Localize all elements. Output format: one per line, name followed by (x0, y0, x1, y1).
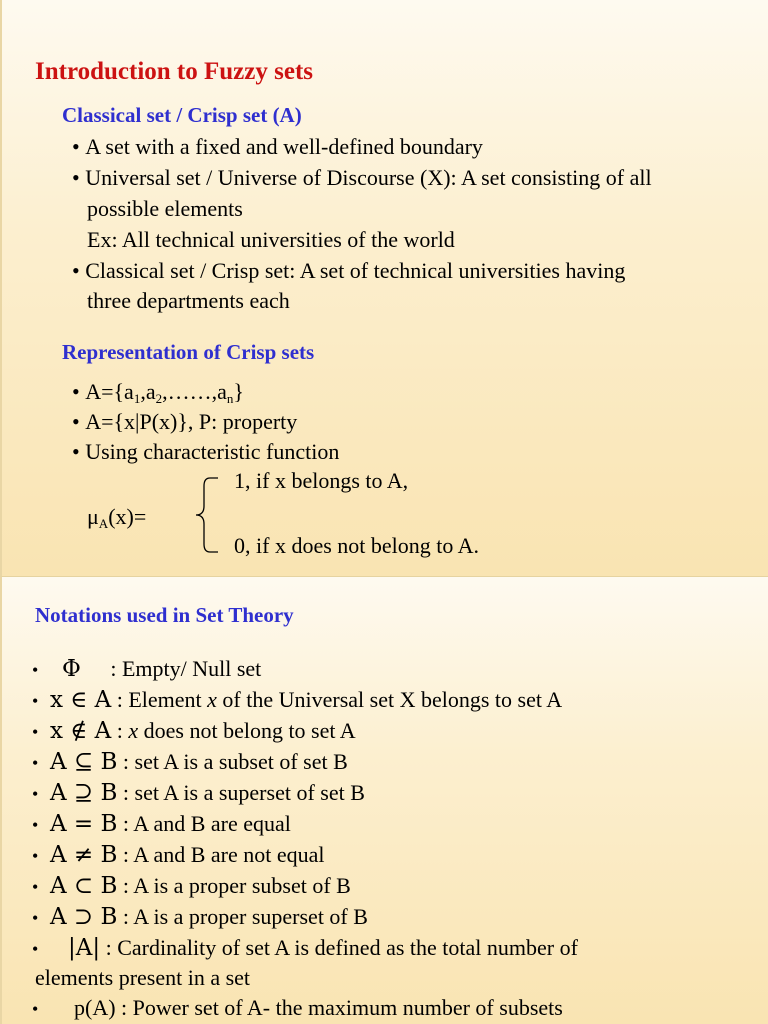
notation-text: : set A is a superset of set B (117, 780, 365, 805)
bullet-fixed-boundary: • A set with a fixed and well-defined boundary (72, 134, 483, 159)
bullet-text: A set with a fixed and well-defined boundary (85, 134, 483, 159)
variable-x: x (207, 687, 217, 712)
bullet-text: A={x|P(x)}, P: property (85, 409, 298, 434)
bullet-text-cont: possible elements (87, 196, 243, 221)
notation-symbol: p(A) (74, 995, 116, 1020)
rep-text: ,……,a (162, 379, 227, 404)
section-heading-crisp-set: Classical set / Crisp set (A) (62, 103, 302, 127)
function-arg: (x)= (108, 504, 147, 529)
rep-text: } (233, 379, 244, 404)
slide-notations (0, 576, 768, 1024)
case-belongs: 1, if x belongs to A, (234, 468, 409, 493)
bullet: • (32, 815, 39, 835)
notation-row (32, 687, 562, 713)
notation-row (32, 842, 325, 868)
left-brace-icon (188, 474, 222, 556)
cardinality-cont: elements present in a set (35, 965, 251, 990)
rep-characteristic: • Using characteristic function (72, 439, 340, 464)
bullet: • (32, 939, 39, 959)
notation-symbol: A ⊇ B (50, 780, 118, 806)
notation-symbol: x ∈ A (50, 687, 112, 713)
notation-text: : A and B are not equal (117, 842, 325, 867)
notation-symbol: x ∉ A (50, 718, 112, 744)
rep-property: • A={x|P(x)}, P: property (72, 409, 298, 434)
notation-row (32, 904, 368, 930)
notation-symbol: A = B (50, 811, 118, 837)
section-heading-notations: Notations used in Set Theory (35, 603, 294, 627)
notation-symbol: |A| (68, 935, 101, 961)
bullet: • (32, 999, 39, 1019)
bullet: • (32, 846, 39, 866)
bullet-text-cont: three departments each (87, 288, 290, 313)
subscript: A (98, 516, 109, 531)
case-not-belongs: 0, if x does not belong to A. (234, 533, 480, 558)
notation-row (32, 995, 563, 1021)
subscript: 2 (155, 391, 163, 406)
rep-text: ,a (140, 379, 156, 404)
notation-text: : A and B are equal (117, 811, 291, 836)
subscript: n (226, 391, 234, 406)
notation-row (32, 811, 291, 837)
notation-row (32, 749, 348, 775)
bullet-universal-set: • Universal set / Universe of Discourse (X): A set consisting of all (72, 165, 652, 190)
bullet: • (32, 753, 39, 773)
notation-row (32, 656, 261, 682)
bullet-crisp-set: • Classical set / Crisp set: A set of technical universities having (72, 258, 626, 283)
notation-text: : Power set of A- the maximum number of subsets (115, 995, 563, 1020)
notation-text: : A is a proper superset of B (117, 904, 368, 929)
notation-text: : x does not belong to set A (111, 718, 356, 743)
notation-text: : A is a proper subset of B (117, 873, 351, 898)
bullet: • (32, 908, 39, 928)
bullet: • (32, 722, 39, 742)
bullet-text: Using characteristic function (85, 439, 340, 464)
notation-text: : Element x of the Universal set X belongs to set A (111, 687, 563, 712)
notation-symbol: A ≠ B (50, 842, 118, 868)
notation-row (32, 718, 356, 744)
bullet: • (32, 691, 39, 711)
example-text: Ex: All technical universities of the world (87, 227, 455, 252)
rep-enumeration: • $A=\{a_1,a_2,\dots\dots,a_n\}$ (72, 379, 244, 406)
mu-symbol: μ (87, 504, 99, 529)
bullet: • (32, 660, 39, 680)
section-heading-representation: Representation of Crisp sets (62, 340, 315, 364)
bullet-text: Universal set / Universe of Discourse (X): A set consisting of all (85, 165, 652, 190)
subscript: 1 (133, 391, 141, 406)
notation-text: : Cardinality of set A is defined as the total number of (100, 935, 578, 960)
bullet: • (32, 784, 39, 804)
notation-row (32, 935, 578, 961)
notation-text: : Empty/ Null set (104, 656, 262, 681)
notation-symbol: A ⊆ B (50, 749, 118, 775)
bullet-text: Classical set / Crisp set: A set of technical universities having (85, 258, 626, 283)
notation-row (32, 873, 351, 899)
notation-symbol: A ⊂ B (50, 873, 118, 899)
rep-text: A={a (85, 379, 134, 404)
bullet: • (32, 877, 39, 897)
notation-row (32, 780, 365, 806)
notation-text: : set A is a subset of set B (117, 749, 348, 774)
characteristic-function-label (87, 504, 146, 532)
notation-symbol: A ⊃ B (50, 904, 118, 930)
slide-title: Introduction to Fuzzy sets (35, 58, 314, 85)
notation-symbol: Φ (62, 656, 81, 682)
variable-x: x (128, 718, 139, 743)
